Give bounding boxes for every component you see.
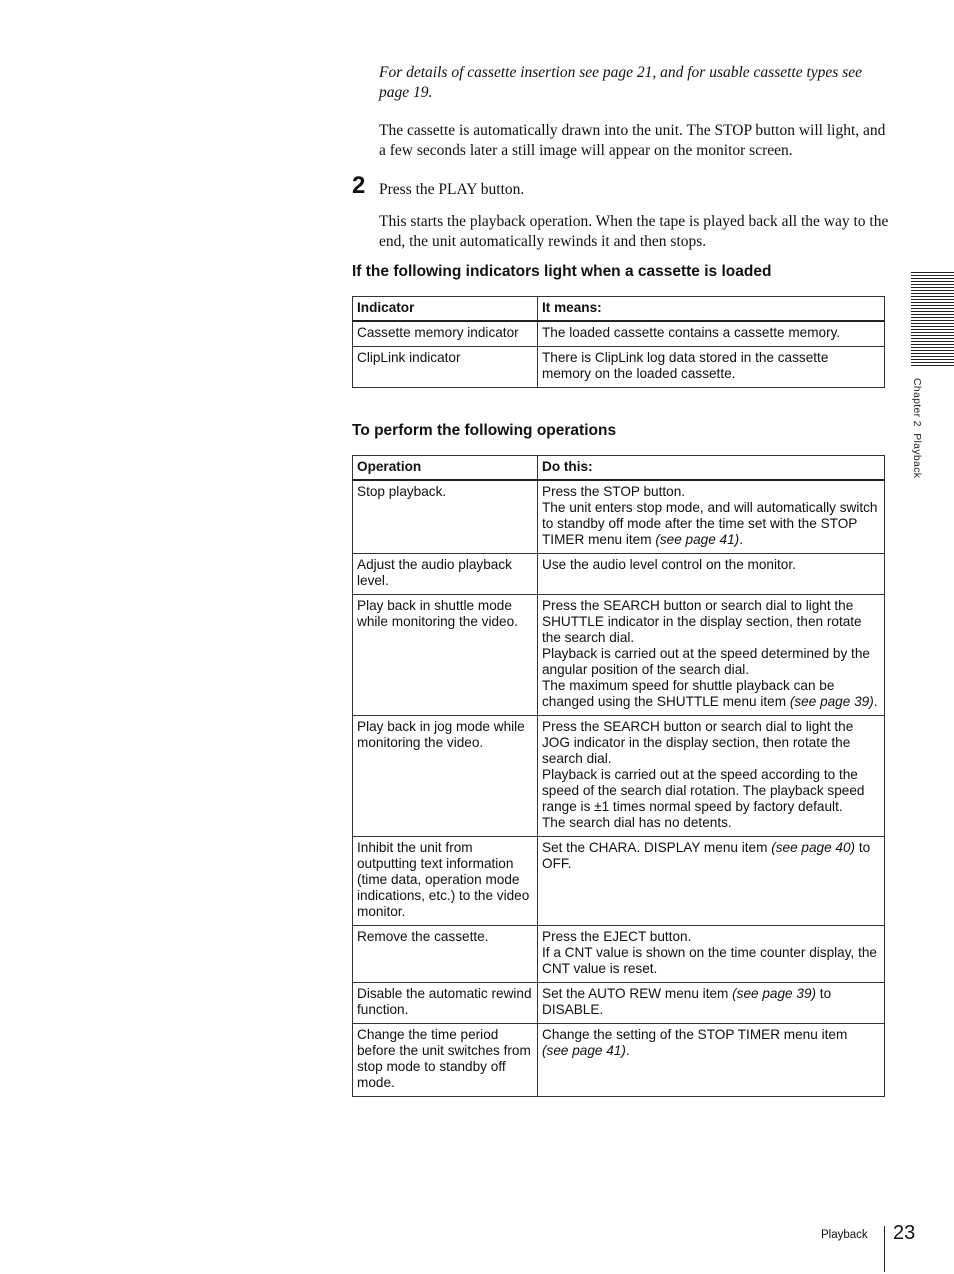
step-line: The search dial has no detents.: [542, 815, 732, 830]
page-reference: (see page 40): [771, 840, 856, 855]
operation-name: Stop playback.: [353, 480, 538, 554]
step-line: .: [625, 1043, 630, 1058]
indicator-name: Cassette memory indicator: [353, 321, 538, 347]
table-row: [353, 926, 885, 983]
operation-name: Change the time period before the unit switches from stop mode to standby off mode.: [353, 1024, 538, 1097]
step-line: Set the CHARA. DISPLAY menu item: [542, 840, 772, 855]
operation-steps: [538, 837, 885, 926]
page-reference: (see page 41): [655, 532, 740, 547]
operations-table: [352, 455, 885, 1097]
column-header-action: Do this:: [538, 456, 885, 481]
column-header-operation: Operation: [353, 456, 538, 481]
page-reference: (see page 39): [789, 694, 874, 709]
operation-steps: [538, 595, 885, 716]
step-line: Change the setting of the STOP TIMER menu item: [542, 1027, 848, 1042]
step-line: Press the EJECT button.: [542, 929, 692, 944]
step-line: to OFF.: [542, 840, 871, 871]
table-row: [353, 347, 885, 388]
operation-steps: [538, 926, 885, 983]
operation-name: Remove the cassette.: [353, 926, 538, 983]
operation-name: Disable the automatic rewind function.: [353, 983, 538, 1024]
step-line: Use the audio level control on the monitor.: [542, 557, 796, 572]
step-line: .: [873, 694, 878, 709]
table-row: [353, 837, 885, 926]
step-instruction: Press the PLAY button.: [379, 181, 525, 198]
page-number: 23: [893, 1222, 916, 1244]
step-line: If a CNT value is shown on the time counter display, the CNT value is reset.: [542, 945, 877, 976]
operation-steps: [538, 716, 885, 837]
table-row: [353, 321, 885, 347]
table-header-row: [353, 297, 885, 322]
indicator-meaning: The loaded cassette contains a cassette memory.: [538, 321, 885, 347]
indicator-meaning: There is ClipLink log data stored in the cassette memory on the loaded cassette.: [538, 347, 885, 388]
step-line: .: [739, 532, 743, 547]
table-row: [353, 983, 885, 1024]
operation-name: Play back in shuttle mode while monitoring the video.: [353, 595, 538, 716]
table-row: [353, 1024, 885, 1097]
step-line: Set the AUTO REW menu item: [542, 986, 733, 1001]
cross-reference-note: For details of cassette insertion see page 21, and for usable cassette types see page 19.: [379, 64, 862, 101]
column-header-indicator: Indicator: [353, 297, 538, 322]
cassette-loading-paragraph: The cassette is automatically drawn into the unit. The STOP button will light, and a few seconds later a still image will appear on the monitor screen.: [379, 122, 886, 159]
table-row: [353, 480, 885, 554]
step-line: Press the SEARCH button or search dial to light the SHUTTLE indicator in the display section, then rotate the search dial.: [542, 598, 862, 645]
table-header-row: [353, 456, 885, 481]
indicators-heading: If the following indicators light when a cassette is loaded: [352, 263, 772, 280]
step-description: This starts the playback operation. When the tape is played back all the way to the end, the unit automatically rewinds it and then stops.: [379, 213, 889, 250]
chapter-label: Chapter 2 Playback: [911, 378, 923, 479]
step-line: to DISABLE.: [542, 986, 832, 1017]
table-row: [353, 595, 885, 716]
step-line: The maximum speed for shuttle playback can be changed using the SHUTTLE menu item: [542, 678, 835, 709]
operation-steps: [538, 554, 885, 595]
step-number: 2: [352, 172, 366, 199]
footer-section-label: Playback: [821, 1229, 868, 1241]
operation-name: Adjust the audio playback level.: [353, 554, 538, 595]
indicator-name: ClipLink indicator: [353, 347, 538, 388]
step-line: Press the SEARCH button or search dial to light the JOG indicator in the display section, then rotate the search dial.: [542, 719, 854, 766]
operation-name: Play back in jog mode while monitoring the video.: [353, 716, 538, 837]
indicators-table: [352, 296, 885, 388]
operation-name: Inhibit the unit from outputting text information (time data, operation mode indications, etc.) to the video monitor.: [353, 837, 538, 926]
operations-heading: To perform the following operations: [352, 422, 617, 439]
step-line: The unit enters stop mode, and will automatically switch to standby off mode after the time set with the STOP TIMER menu item: [542, 500, 878, 547]
step-line: Press the STOP button.: [542, 484, 686, 499]
column-header-meaning: It means:: [538, 297, 885, 322]
footer-divider: [884, 1226, 885, 1272]
operation-steps: [538, 983, 885, 1024]
operation-steps: [538, 480, 885, 554]
table-row: [353, 554, 885, 595]
operation-steps: [538, 1024, 885, 1097]
step-line: Playback is carried out at the speed according to the speed of the search dial rotation. The playback speed range is ±1 times normal speed by factory default.: [542, 767, 865, 814]
page-reference: (see page 41): [542, 1043, 626, 1058]
table-row: [353, 716, 885, 837]
page-reference: (see page 39): [732, 986, 817, 1001]
chapter-tab-stripes: [911, 272, 954, 367]
step-line: Playback is carried out at the speed determined by the angular position of the search dial.: [542, 646, 870, 677]
